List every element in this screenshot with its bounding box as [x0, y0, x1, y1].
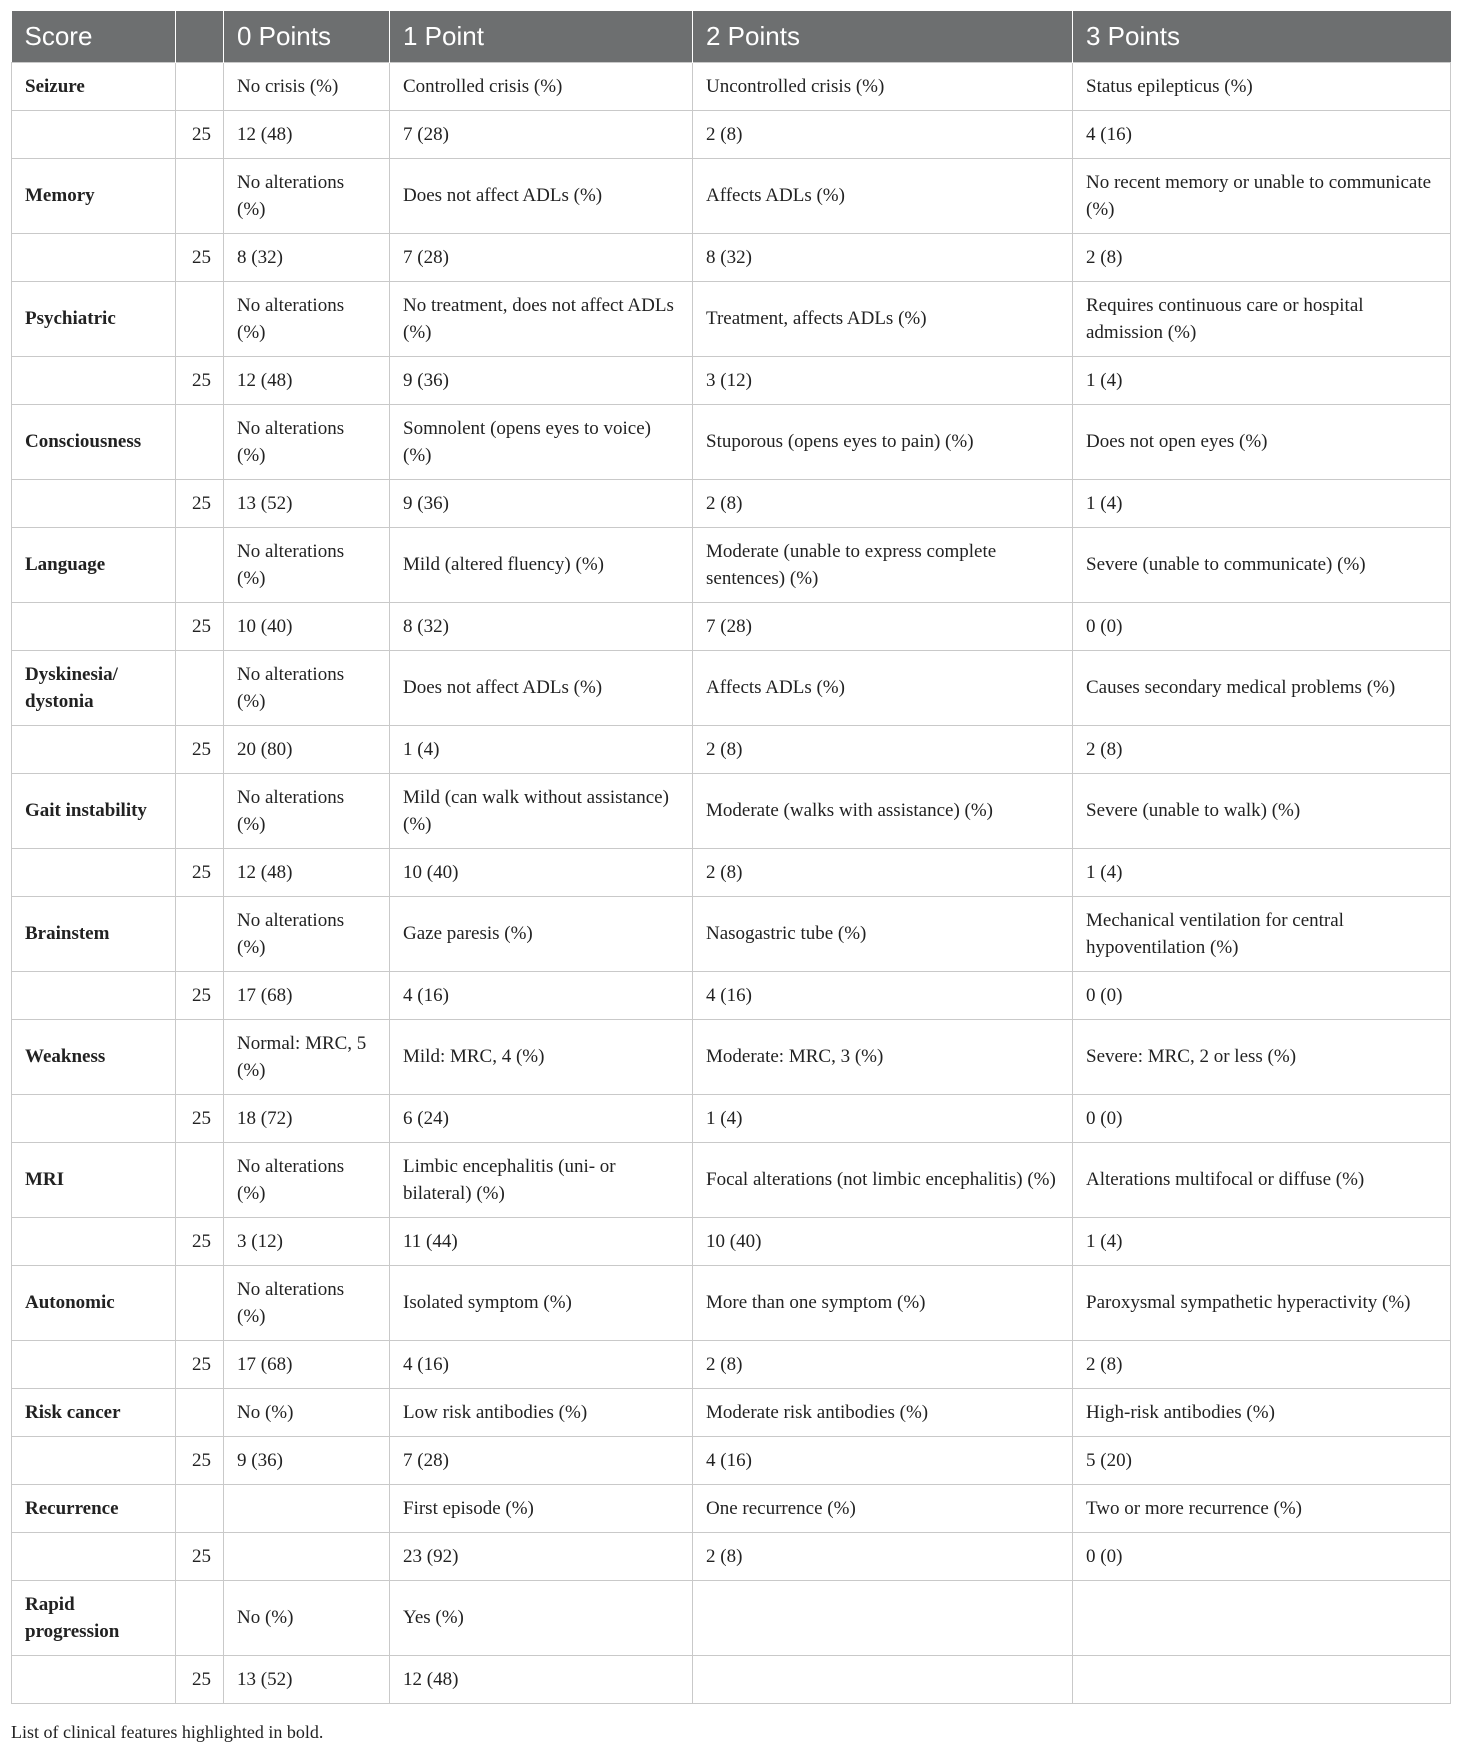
count-cell: 4 (16)	[390, 1340, 693, 1388]
n-cell-empty	[176, 62, 224, 110]
table-row-counts	[12, 971, 1451, 1019]
score-label-cell	[1073, 1580, 1451, 1655]
n-value: 25	[176, 971, 224, 1019]
n-value: 25	[176, 602, 224, 650]
feature-cell-empty	[12, 233, 176, 281]
score-label-cell: No alterations (%)	[224, 527, 390, 602]
score-label-cell: Does not affect ADLs (%)	[390, 650, 693, 725]
table-row-labels	[12, 62, 1451, 110]
score-label-cell: First episode (%)	[390, 1484, 693, 1532]
count-cell: 3 (12)	[693, 356, 1073, 404]
n-value: 25	[176, 1340, 224, 1388]
count-cell: 7 (28)	[390, 110, 693, 158]
n-cell-empty	[176, 1580, 224, 1655]
score-label-cell: No recent memory or unable to communicate (%)	[1073, 158, 1451, 233]
table-row-labels	[12, 404, 1451, 479]
feature-cell-empty	[12, 1340, 176, 1388]
score-label-cell: Focal alterations (not limbic encephalitis) (%)	[693, 1142, 1073, 1217]
count-cell	[1073, 1655, 1451, 1703]
n-cell-empty	[176, 1484, 224, 1532]
count-cell: 6 (24)	[390, 1094, 693, 1142]
count-cell: 8 (32)	[224, 233, 390, 281]
count-cell: 0 (0)	[1073, 971, 1451, 1019]
score-label-cell: Moderate: MRC, 3 (%)	[693, 1019, 1073, 1094]
table-row-counts	[12, 110, 1451, 158]
n-value: 25	[176, 725, 224, 773]
score-label-cell: Paroxysmal sympathetic hyperactivity (%)	[1073, 1265, 1451, 1340]
count-cell: 1 (4)	[1073, 848, 1451, 896]
table-row-counts	[12, 1094, 1451, 1142]
count-cell: 12 (48)	[224, 356, 390, 404]
feature-cell-empty	[12, 602, 176, 650]
table-row-counts	[12, 1655, 1451, 1703]
count-cell: 2 (8)	[693, 1340, 1073, 1388]
n-value: 25	[176, 356, 224, 404]
score-label-cell: Yes (%)	[390, 1580, 693, 1655]
count-cell: 13 (52)	[224, 1655, 390, 1703]
score-label-cell: Two or more recurrence (%)	[1073, 1484, 1451, 1532]
count-cell	[224, 1532, 390, 1580]
count-cell: 20 (80)	[224, 725, 390, 773]
count-cell: 12 (48)	[390, 1655, 693, 1703]
count-cell: 10 (40)	[224, 602, 390, 650]
score-label-cell: Mechanical ventilation for central hypoventilation (%)	[1073, 896, 1451, 971]
table-row-labels	[12, 1388, 1451, 1436]
table-row-counts	[12, 602, 1451, 650]
feature-name: MRI	[12, 1142, 176, 1217]
feature-cell-empty	[12, 1436, 176, 1484]
score-label-cell: No alterations (%)	[224, 404, 390, 479]
clinical-score-table	[11, 11, 1451, 1704]
count-cell: 13 (52)	[224, 479, 390, 527]
n-cell-empty	[176, 773, 224, 848]
score-label-cell: No alterations (%)	[224, 773, 390, 848]
count-cell: 11 (44)	[390, 1217, 693, 1265]
score-label-cell: Treatment, affects ADLs (%)	[693, 281, 1073, 356]
score-label-cell: Affects ADLs (%)	[693, 650, 1073, 725]
score-label-cell: Severe (unable to walk) (%)	[1073, 773, 1451, 848]
count-cell: 1 (4)	[1073, 356, 1451, 404]
count-cell: 1 (4)	[1073, 479, 1451, 527]
score-label-cell: Normal: MRC, 5 (%)	[224, 1019, 390, 1094]
n-value: 25	[176, 479, 224, 527]
score-label-cell: Moderate risk antibodies (%)	[693, 1388, 1073, 1436]
score-label-cell: No alterations (%)	[224, 896, 390, 971]
count-cell: 4 (16)	[390, 971, 693, 1019]
header-3-points: 3 Points	[1073, 11, 1451, 62]
score-label-cell: No alterations (%)	[224, 158, 390, 233]
count-cell: 7 (28)	[390, 233, 693, 281]
feature-name: Consciousness	[12, 404, 176, 479]
feature-cell-empty	[12, 971, 176, 1019]
header-2-points: 2 Points	[693, 11, 1073, 62]
score-label-cell: Somnolent (opens eyes to voice) (%)	[390, 404, 693, 479]
feature-name: Psychiatric	[12, 281, 176, 356]
table-row-counts	[12, 479, 1451, 527]
score-label-cell: High-risk antibodies (%)	[1073, 1388, 1451, 1436]
count-cell: 2 (8)	[693, 1532, 1073, 1580]
n-value: 25	[176, 1217, 224, 1265]
table-row-counts	[12, 848, 1451, 896]
count-cell: 17 (68)	[224, 971, 390, 1019]
table-row-labels	[12, 1580, 1451, 1655]
count-cell: 4 (16)	[693, 971, 1073, 1019]
count-cell: 1 (4)	[1073, 1217, 1451, 1265]
score-label-cell: No alterations (%)	[224, 1142, 390, 1217]
feature-cell-empty	[12, 848, 176, 896]
count-cell: 1 (4)	[390, 725, 693, 773]
n-cell-empty	[176, 650, 224, 725]
n-cell-empty	[176, 1265, 224, 1340]
table-row-labels	[12, 773, 1451, 848]
table-row-labels	[12, 281, 1451, 356]
score-label-cell: Controlled crisis (%)	[390, 62, 693, 110]
table-row-counts	[12, 1436, 1451, 1484]
count-cell: 5 (20)	[1073, 1436, 1451, 1484]
count-cell: 9 (36)	[224, 1436, 390, 1484]
table-row-counts	[12, 356, 1451, 404]
feature-cell-empty	[12, 110, 176, 158]
table-row-counts	[12, 1532, 1451, 1580]
score-label-cell: Limbic encephalitis (uni- or bilateral) (%)	[390, 1142, 693, 1217]
score-label-cell: No alterations (%)	[224, 1265, 390, 1340]
count-cell: 8 (32)	[693, 233, 1073, 281]
score-label-cell: Nasogastric tube (%)	[693, 896, 1073, 971]
score-label-cell: Moderate (unable to express complete sentences) (%)	[693, 527, 1073, 602]
feature-name: Language	[12, 527, 176, 602]
score-label-cell: Uncontrolled crisis (%)	[693, 62, 1073, 110]
count-cell: 2 (8)	[1073, 725, 1451, 773]
score-label-cell: Mild: MRC, 4 (%)	[390, 1019, 693, 1094]
count-cell: 1 (4)	[693, 1094, 1073, 1142]
score-label-cell: Moderate (walks with assistance) (%)	[693, 773, 1073, 848]
feature-name: Brainstem	[12, 896, 176, 971]
table-row-labels	[12, 1484, 1451, 1532]
count-cell: 7 (28)	[693, 602, 1073, 650]
count-cell: 2 (8)	[693, 479, 1073, 527]
count-cell: 7 (28)	[390, 1436, 693, 1484]
table-row-counts	[12, 1340, 1451, 1388]
header-score: Score	[12, 11, 176, 62]
feature-name: Risk cancer	[12, 1388, 176, 1436]
n-cell-empty	[176, 158, 224, 233]
score-label-cell: Stuporous (opens eyes to pain) (%)	[693, 404, 1073, 479]
header-1-point: 1 Point	[390, 11, 693, 62]
score-label-cell: Severe (unable to communicate) (%)	[1073, 527, 1451, 602]
table-row-counts	[12, 725, 1451, 773]
n-cell-empty	[176, 1019, 224, 1094]
table-row-labels	[12, 1265, 1451, 1340]
count-cell: 2 (8)	[693, 848, 1073, 896]
score-label-cell: More than one symptom (%)	[693, 1265, 1073, 1340]
table-row-labels	[12, 1142, 1451, 1217]
n-value: 25	[176, 1655, 224, 1703]
count-cell: 9 (36)	[390, 479, 693, 527]
score-label-cell: Status epilepticus (%)	[1073, 62, 1451, 110]
count-cell: 2 (8)	[1073, 1340, 1451, 1388]
feature-cell-empty	[12, 1217, 176, 1265]
count-cell: 18 (72)	[224, 1094, 390, 1142]
n-value: 25	[176, 1436, 224, 1484]
score-label-cell: Affects ADLs (%)	[693, 158, 1073, 233]
table-row-labels	[12, 896, 1451, 971]
feature-cell-empty	[12, 1655, 176, 1703]
score-label-cell: Mild (can walk without assistance) (%)	[390, 773, 693, 848]
score-label-cell: No (%)	[224, 1388, 390, 1436]
count-cell: 17 (68)	[224, 1340, 390, 1388]
score-label-cell: No crisis (%)	[224, 62, 390, 110]
score-label-cell: Gaze paresis (%)	[390, 896, 693, 971]
count-cell: 12 (48)	[224, 848, 390, 896]
table-row-labels	[12, 158, 1451, 233]
n-value: 25	[176, 848, 224, 896]
table-row-counts	[12, 233, 1451, 281]
table-footnote: List of clinical features highlighted in bold.	[11, 1722, 324, 1742]
feature-name: Gait instability	[12, 773, 176, 848]
score-label-cell	[224, 1484, 390, 1532]
count-cell: 0 (0)	[1073, 1094, 1451, 1142]
count-cell: 2 (8)	[693, 725, 1073, 773]
feature-name: Recurrence	[12, 1484, 176, 1532]
n-value: 25	[176, 233, 224, 281]
n-cell-empty	[176, 404, 224, 479]
count-cell: 9 (36)	[390, 356, 693, 404]
score-label-cell: No (%)	[224, 1580, 390, 1655]
feature-cell-empty	[12, 356, 176, 404]
score-label-cell: Low risk antibodies (%)	[390, 1388, 693, 1436]
score-label-cell: Does not affect ADLs (%)	[390, 158, 693, 233]
n-value: 25	[176, 1094, 224, 1142]
score-label-cell: Requires continuous care or hospital admission (%)	[1073, 281, 1451, 356]
table-row-labels	[12, 527, 1451, 602]
score-label-cell: Alterations multifocal or diffuse (%)	[1073, 1142, 1451, 1217]
feature-name: Seizure	[12, 62, 176, 110]
table-row-counts	[12, 1217, 1451, 1265]
table-row-labels	[12, 1019, 1451, 1094]
count-cell: 3 (12)	[224, 1217, 390, 1265]
score-label-cell: Does not open eyes (%)	[1073, 404, 1451, 479]
feature-cell-empty	[12, 725, 176, 773]
count-cell	[693, 1655, 1073, 1703]
score-label-cell: No alterations (%)	[224, 281, 390, 356]
feature-name: Memory	[12, 158, 176, 233]
feature-cell-empty	[12, 1532, 176, 1580]
n-value: 25	[176, 110, 224, 158]
score-label-cell: No alterations (%)	[224, 650, 390, 725]
feature-name: Rapid progression	[12, 1580, 176, 1655]
table-header-row	[12, 11, 1451, 62]
n-cell-empty	[176, 281, 224, 356]
table-row-labels	[12, 650, 1451, 725]
score-label-cell: Severe: MRC, 2 or less (%)	[1073, 1019, 1451, 1094]
n-cell-empty	[176, 527, 224, 602]
n-cell-empty	[176, 896, 224, 971]
count-cell: 23 (92)	[390, 1532, 693, 1580]
feature-cell-empty	[12, 1094, 176, 1142]
count-cell: 4 (16)	[693, 1436, 1073, 1484]
count-cell: 12 (48)	[224, 110, 390, 158]
score-label-cell: Causes secondary medical problems (%)	[1073, 650, 1451, 725]
count-cell: 0 (0)	[1073, 602, 1451, 650]
header-0-points: 0 Points	[224, 11, 390, 62]
count-cell: 10 (40)	[693, 1217, 1073, 1265]
feature-name: Autonomic	[12, 1265, 176, 1340]
count-cell: 2 (8)	[1073, 233, 1451, 281]
count-cell: 4 (16)	[1073, 110, 1451, 158]
count-cell: 8 (32)	[390, 602, 693, 650]
table-body	[12, 62, 1451, 1703]
count-cell: 10 (40)	[390, 848, 693, 896]
n-cell-empty	[176, 1142, 224, 1217]
header-n	[176, 11, 224, 62]
n-cell-empty	[176, 1388, 224, 1436]
count-cell: 0 (0)	[1073, 1532, 1451, 1580]
score-label-cell	[693, 1580, 1073, 1655]
feature-name: Dyskinesia/ dystonia	[12, 650, 176, 725]
score-label-cell: One recurrence (%)	[693, 1484, 1073, 1532]
feature-name: Weakness	[12, 1019, 176, 1094]
feature-cell-empty	[12, 479, 176, 527]
count-cell: 2 (8)	[693, 110, 1073, 158]
n-value: 25	[176, 1532, 224, 1580]
score-label-cell: Isolated symptom (%)	[390, 1265, 693, 1340]
score-label-cell: Mild (altered fluency) (%)	[390, 527, 693, 602]
score-label-cell: No treatment, does not affect ADLs (%)	[390, 281, 693, 356]
